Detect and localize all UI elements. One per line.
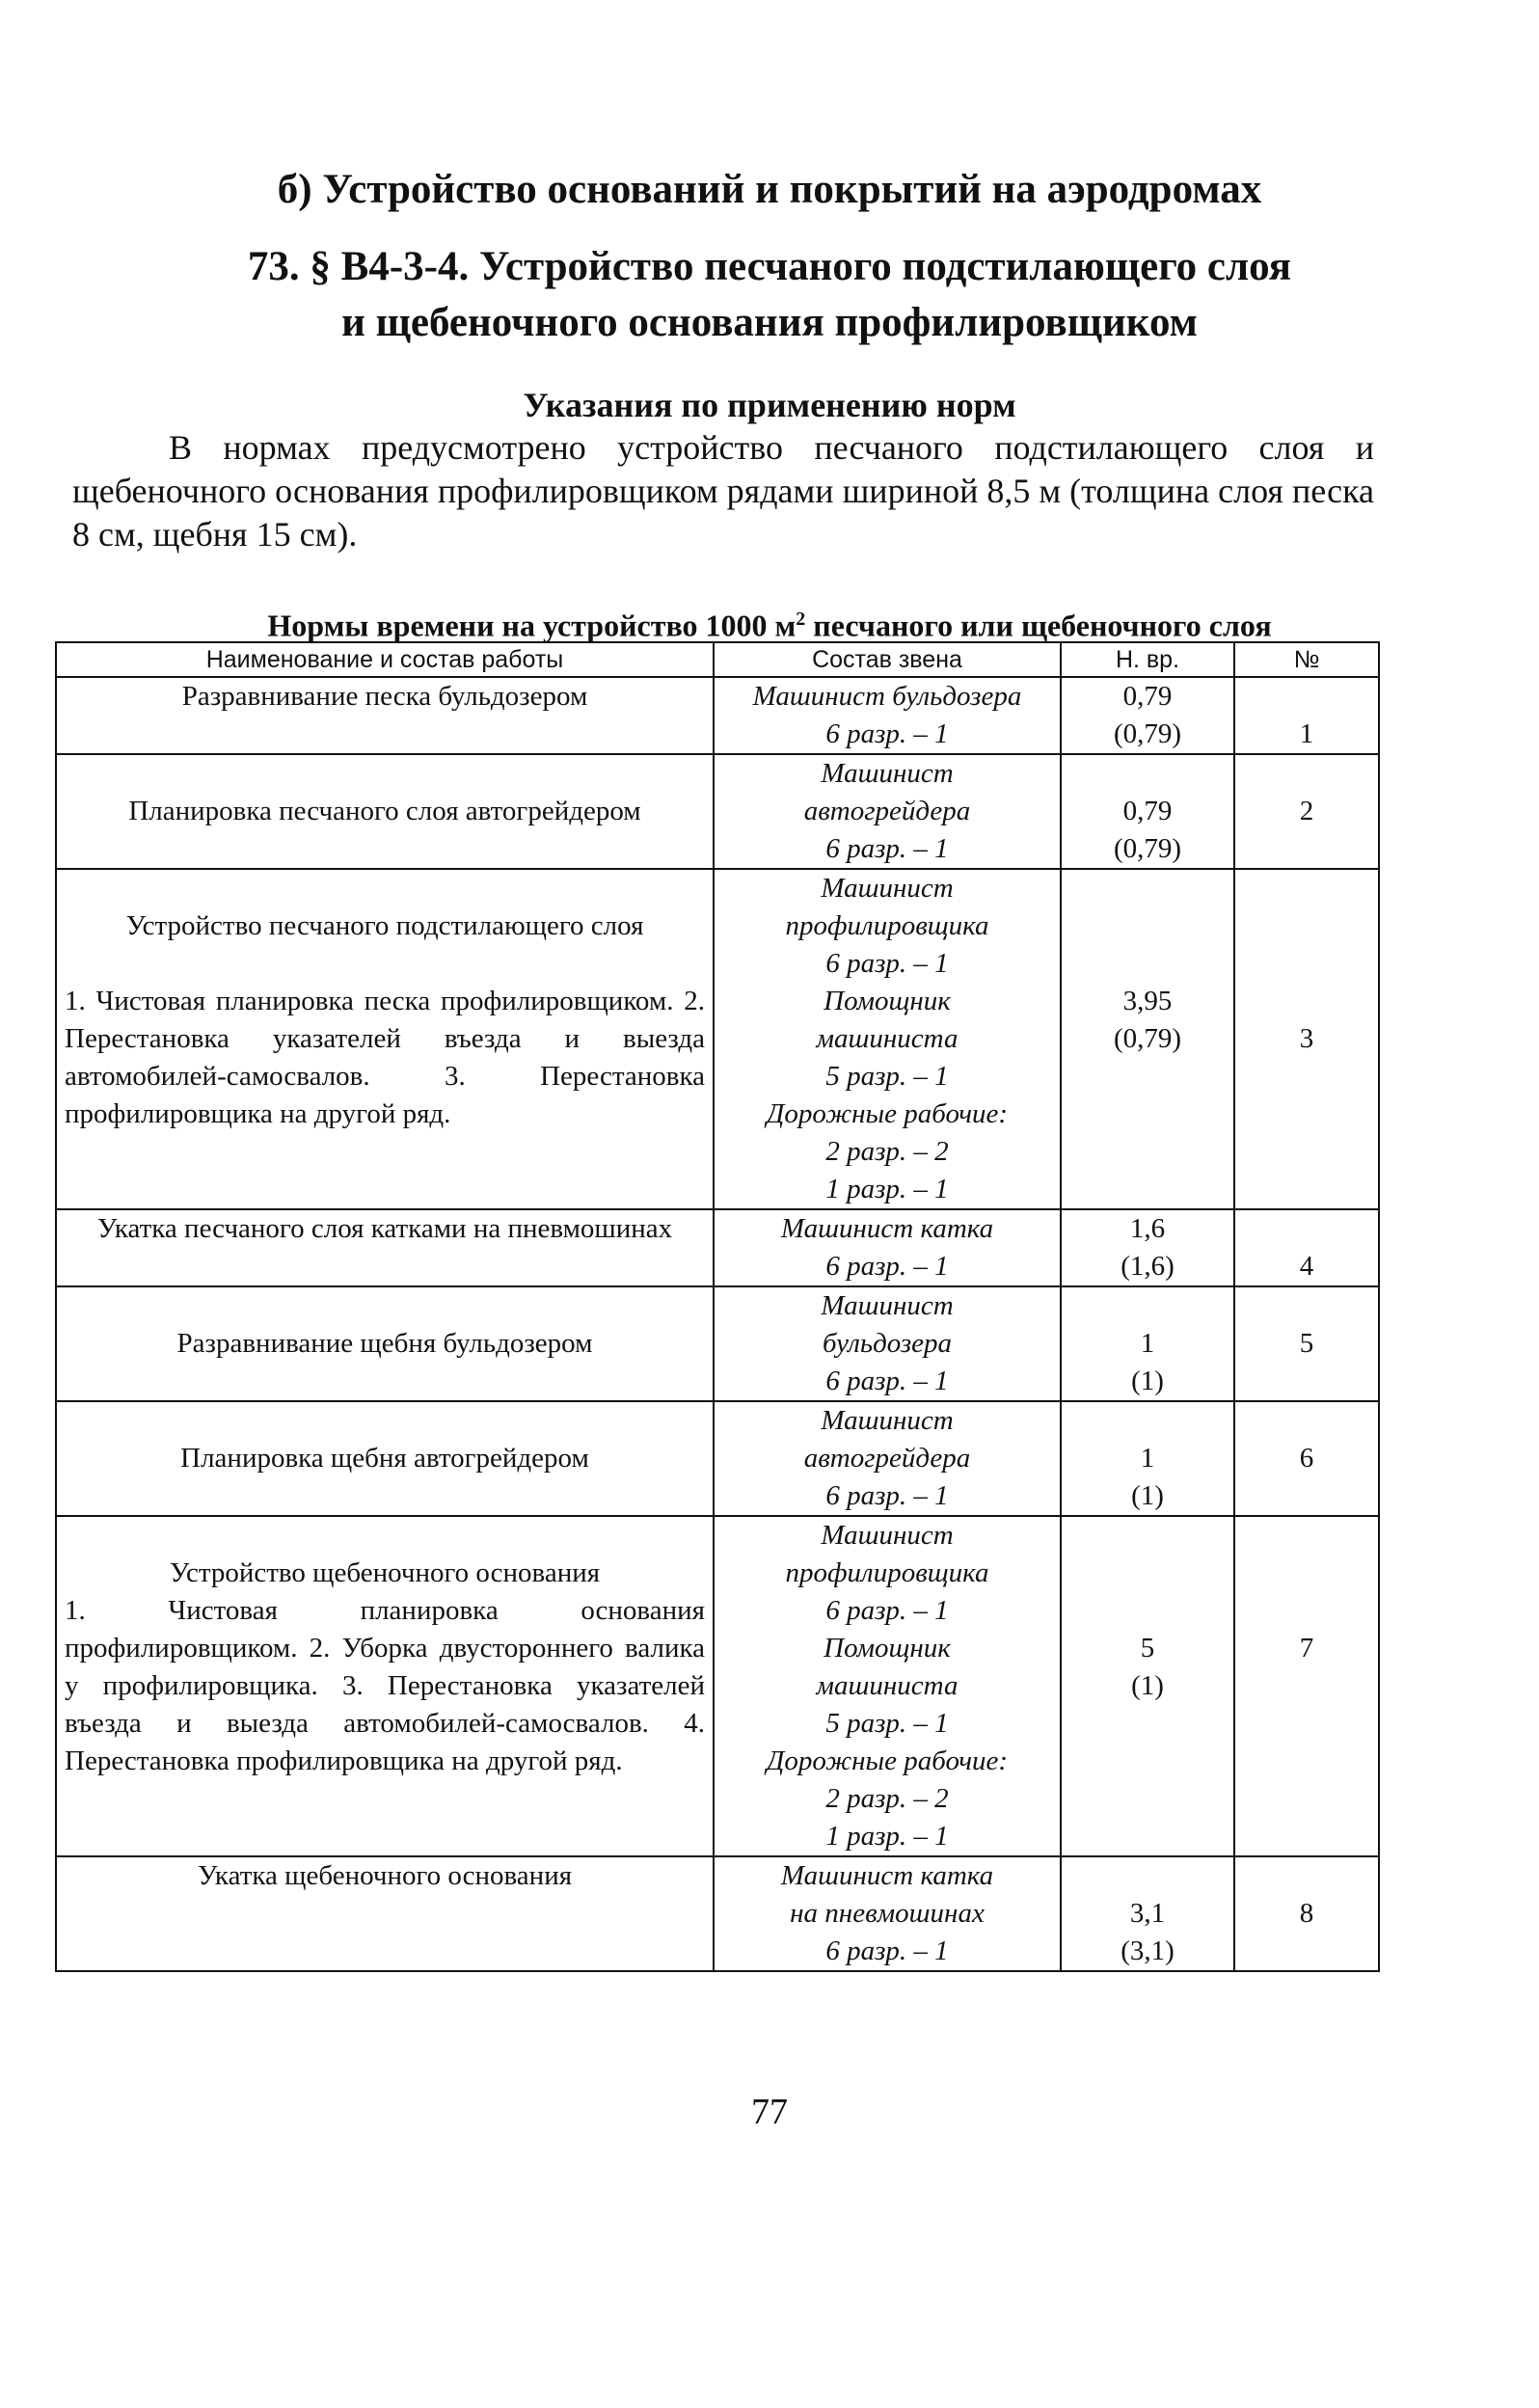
norm-value-paren: (0,79) [1113, 833, 1182, 864]
crew-line: 5 разр. – 1 [825, 1061, 949, 1092]
crew-cell [714, 1856, 1061, 1971]
instructions-heading: Указания по применению норм [523, 386, 1016, 424]
work-name: Укатка щебеночного основания [197, 1860, 573, 1891]
crew-line: автогрейдера [803, 796, 971, 826]
row-number: 2 [1234, 754, 1379, 869]
norm-value: 1,6 [1129, 1213, 1166, 1244]
crew-line: Машинист катка [780, 1860, 994, 1891]
crew-line: 6 разр. – 1 [825, 1480, 949, 1511]
table-row [56, 1286, 1379, 1401]
header-crew: Состав звена [714, 642, 1061, 677]
crew-cell [714, 754, 1061, 869]
row-number: 3 [1234, 869, 1379, 1209]
crew-line: на пневмошинах [790, 1898, 985, 1929]
table-caption [0, 600, 1539, 645]
norm-cell [1061, 754, 1234, 869]
norm-value-paren: (1) [1131, 1480, 1164, 1511]
work-name-cell [56, 1209, 714, 1286]
row-number: 5 [1234, 1286, 1379, 1401]
crew-cell [714, 1516, 1061, 1856]
crew-line: 5 разр. – 1 [825, 1708, 949, 1739]
row-number: 8 [1234, 1856, 1379, 1971]
crew-line: 6 разр. – 1 [825, 1366, 949, 1396]
table-row [56, 1516, 1379, 1856]
crew-line: автогрейдера [803, 1443, 971, 1474]
crew-line: Помощник [824, 1633, 951, 1664]
crew-line: 2 разр. – 2 [825, 1136, 949, 1167]
norm-cell [1061, 869, 1234, 1209]
norm-value-paren: (1,6) [1120, 1251, 1174, 1282]
work-name: Планировка щебня автогрейдером [180, 1443, 589, 1474]
crew-line: машиниста [816, 1023, 958, 1054]
row-number: 4 [1234, 1209, 1379, 1286]
work-name-cell [56, 677, 714, 754]
work-name-cell [56, 754, 714, 869]
crew-cell [714, 869, 1061, 1209]
norm-value-paren: (0,79) [1113, 1023, 1182, 1054]
table-row [56, 1856, 1379, 1971]
crew-line: Дорожные рабочие: [766, 1745, 1009, 1776]
crew-line: Машинист катка [780, 1213, 994, 1244]
norm-value: 5 [1140, 1633, 1155, 1664]
norm-cell [1061, 1516, 1234, 1856]
work-name: Разравнивание щебня бульдозером [176, 1328, 593, 1359]
table-row [56, 1401, 1379, 1516]
norm-value-paren: (0,79) [1113, 718, 1182, 749]
norm-value: 1 [1140, 1443, 1155, 1474]
norm-cell [1061, 677, 1234, 754]
work-name: Устройство щебеночного основания [169, 1557, 601, 1588]
work-name: Укатка песчаного слоя катками на пневмошинах [96, 1213, 673, 1244]
table-header-row [56, 642, 1379, 677]
work-composition: 1. Чистовая планировка песка профилировщиком. 2. Перестановка указателей въезда и выезда автомобилей-самосвалов. 3. Перестановка профилировщика на другой ряд. [65, 986, 705, 1129]
norm-cell [1061, 1286, 1234, 1401]
norm-value: 3,95 [1122, 986, 1173, 1016]
work-name: Планировка песчаного слоя автогрейдером [128, 796, 641, 826]
table-caption-main: Нормы времени на устройство 1000 м [267, 608, 796, 643]
work-name: Разравнивание песка бульдозером [181, 681, 588, 712]
row-number: 7 [1234, 1516, 1379, 1856]
crew-line: Машинист [821, 1405, 954, 1436]
row-number: 6 [1234, 1401, 1379, 1516]
table-row [56, 754, 1379, 869]
header-number: № [1234, 642, 1379, 677]
work-name: Устройство песчаного подстилающего слоя [125, 910, 644, 941]
crew-cell [714, 677, 1061, 754]
header-norm: Н. вр. [1061, 642, 1234, 677]
crew-line: 6 разр. – 1 [825, 718, 949, 749]
work-composition: 1. Чистовая планировка основания профилировщиком. 2. Уборка двустороннего валика у профилировщика. 3. Перестановка указателей въезда и выезда автомобилей-самосвалов. 4. Перестановка профилировщика на другой ряд. [65, 1595, 705, 1776]
crew-line: 1 разр. – 1 [825, 1821, 949, 1852]
crew-line: профилировщика [785, 910, 989, 941]
table-row [56, 869, 1379, 1209]
table-caption-rest: песчаного или щебеночного слоя [805, 608, 1272, 643]
crew-line: 6 разр. – 1 [825, 1595, 949, 1626]
work-name-cell [56, 869, 714, 1209]
table-row [56, 1209, 1379, 1286]
crew-line: 6 разр. – 1 [825, 948, 949, 979]
norm-value: 0,79 [1122, 681, 1173, 712]
crew-line: Машинист [821, 1290, 954, 1321]
crew-line: Дорожные рабочие: [766, 1098, 1009, 1129]
article-title [0, 239, 1539, 351]
crew-line: Машинист [821, 873, 954, 904]
article-title-line-2: и щебеночного основания профилировщиком [341, 300, 1198, 345]
crew-line: Помощник [824, 986, 951, 1016]
section-title: б) Устройство оснований и покрытий на аэродромах [277, 167, 1262, 212]
crew-cell [714, 1209, 1061, 1286]
crew-line: бульдозера [822, 1328, 953, 1359]
crew-line: 6 разр. – 1 [825, 833, 949, 864]
crew-cell [714, 1286, 1061, 1401]
article-title-line-1: 73. § В4-3-4. Устройство песчаного подстилающего слоя [247, 244, 1292, 289]
table-caption-superscript: 2 [796, 609, 806, 630]
norm-cell [1061, 1856, 1234, 1971]
work-name-cell [56, 1401, 714, 1516]
crew-line: 2 разр. – 2 [825, 1783, 949, 1814]
crew-line: профилировщика [785, 1557, 989, 1588]
crew-line: Машинист [821, 1520, 954, 1551]
crew-line: 6 разр. – 1 [825, 1935, 949, 1966]
crew-line: 1 разр. – 1 [825, 1174, 949, 1204]
norm-value: 3,1 [1129, 1898, 1166, 1929]
crew-line: Машинист [821, 758, 954, 789]
crew-line: 6 разр. – 1 [825, 1251, 949, 1282]
page-number: 77 [751, 2092, 788, 2132]
crew-line: машиниста [816, 1670, 958, 1701]
work-name-cell [56, 1516, 714, 1856]
work-name-cell [56, 1856, 714, 1971]
work-name-cell [56, 1286, 714, 1401]
norm-value: 0,79 [1122, 796, 1173, 826]
norm-cell [1061, 1209, 1234, 1286]
instructions-text: В нормах предусмотрено устройство песчаного подстилающего слоя и щебеночного основания профилировщиком рядами шириной 8,5 м (толщина слоя песка 8 см, щебня 15 см). [72, 428, 1374, 554]
crew-line: Машинист бульдозера [752, 681, 1022, 712]
row-number: 1 [1234, 677, 1379, 754]
norms-table [55, 641, 1380, 1972]
norm-value-paren: (1) [1131, 1670, 1164, 1701]
norm-value-paren: (1) [1131, 1366, 1164, 1396]
header-name: Наименование и состав работы [56, 642, 714, 677]
norm-cell [1061, 1401, 1234, 1516]
norm-value: 1 [1140, 1328, 1155, 1359]
table-row [56, 677, 1379, 754]
crew-cell [714, 1401, 1061, 1516]
norm-value-paren: (3,1) [1120, 1935, 1174, 1966]
